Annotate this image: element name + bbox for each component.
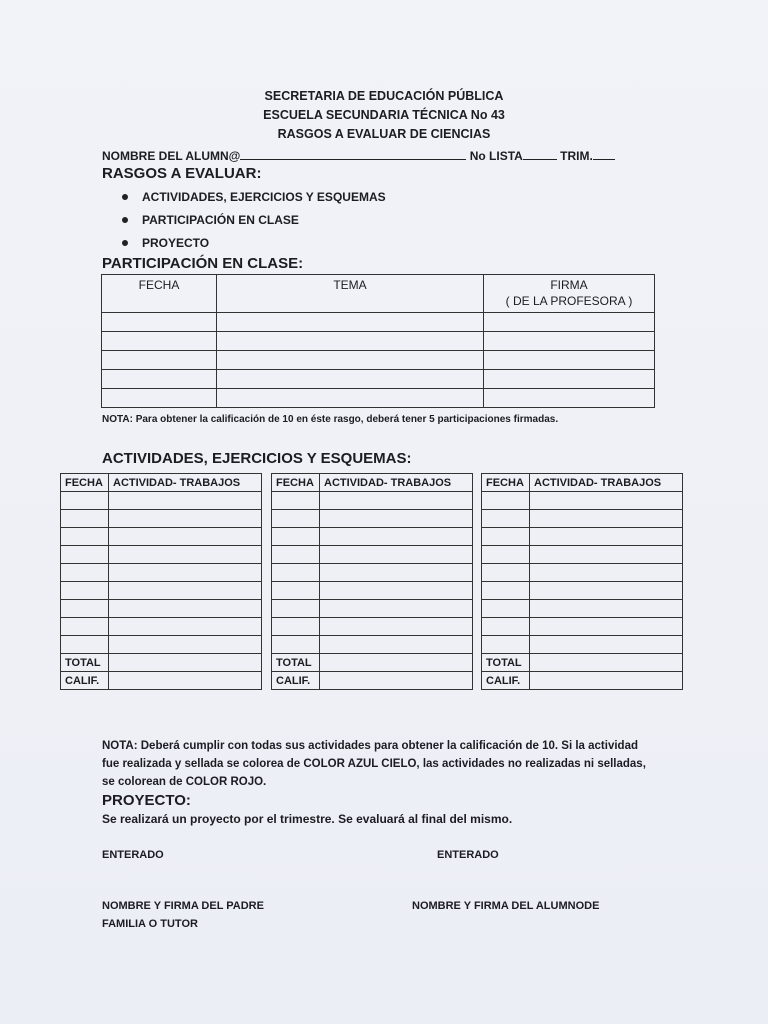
table-row xyxy=(272,546,473,564)
table-row xyxy=(102,389,655,408)
participacion-title: PARTICIPACIÓN EN CLASE: xyxy=(102,255,304,272)
table-row xyxy=(482,492,683,510)
calif-cell[interactable] xyxy=(109,672,262,690)
column-header-fecha: FECHA xyxy=(102,275,217,313)
table-cell[interactable] xyxy=(482,600,530,618)
signature-right-line-1: NOMBRE Y FIRMA DEL ALUMNODE xyxy=(412,900,600,912)
total-row xyxy=(61,654,262,672)
table-cell[interactable] xyxy=(320,546,473,564)
table-row xyxy=(482,510,683,528)
bullet-icon xyxy=(122,217,128,223)
table-cell[interactable] xyxy=(102,313,217,332)
student-name-label: NOMBRE DEL ALUMN@ xyxy=(102,149,241,163)
table-cell[interactable] xyxy=(320,618,473,636)
table-cell[interactable] xyxy=(217,332,484,351)
total-cell[interactable] xyxy=(530,654,683,672)
table-cell[interactable] xyxy=(109,492,262,510)
table-cell[interactable] xyxy=(272,528,320,546)
proyecto-text: Se realizará un proyecto por el trimestre. Se evaluará al final del mismo. xyxy=(102,812,513,826)
actividades-title: ACTIVIDADES, EJERCICIOS Y ESQUEMAS: xyxy=(102,450,412,467)
column-header-actividad: ACTIVIDAD- TRABAJOS xyxy=(109,474,262,492)
table-cell[interactable] xyxy=(61,492,109,510)
calif-label: CALIF. xyxy=(61,672,109,690)
table-cell[interactable] xyxy=(482,492,530,510)
signature-left-line-1: NOMBRE Y FIRMA DEL PADRE xyxy=(102,900,264,912)
total-row xyxy=(272,654,473,672)
table-cell[interactable] xyxy=(217,389,484,408)
total-row xyxy=(482,654,683,672)
table-cell[interactable] xyxy=(61,582,109,600)
table-row xyxy=(272,582,473,600)
table-cell[interactable] xyxy=(61,528,109,546)
table-cell[interactable] xyxy=(530,546,683,564)
table-cell[interactable] xyxy=(217,351,484,370)
column-header-firma xyxy=(484,275,655,313)
table-cell[interactable] xyxy=(109,528,262,546)
total-cell[interactable] xyxy=(109,654,262,672)
table-cell[interactable] xyxy=(61,546,109,564)
table-cell[interactable] xyxy=(109,582,262,600)
note-line-3: se colorean de COLOR ROJO. xyxy=(102,776,267,788)
table-row xyxy=(482,600,683,618)
column-header-fecha: FECHA xyxy=(482,474,530,492)
column-header-tema: TEMA xyxy=(217,275,484,313)
table-cell[interactable] xyxy=(272,618,320,636)
table-row xyxy=(272,564,473,582)
total-label: TOTAL xyxy=(482,654,530,672)
table-cell[interactable] xyxy=(320,510,473,528)
table-row xyxy=(482,636,683,654)
table-header-row xyxy=(102,275,655,313)
table-cell[interactable] xyxy=(482,582,530,600)
column-header-actividad: ACTIVIDAD- TRABAJOS xyxy=(530,474,683,492)
table-header-row xyxy=(482,474,683,492)
header-line-1: SECRETARIA DE EDUCACIÓN PÚBLICA xyxy=(264,89,504,103)
participacion-note: NOTA: Para obtener la calificación de 10 en éste rasgo, deberá tener 5 participaciones firmadas. xyxy=(102,414,559,425)
table-cell[interactable] xyxy=(102,370,217,389)
table-row xyxy=(102,370,655,389)
table-cell[interactable] xyxy=(272,492,320,510)
table-cell[interactable] xyxy=(61,600,109,618)
table-cell[interactable] xyxy=(484,389,655,408)
participacion-table xyxy=(101,274,655,408)
table-row xyxy=(61,564,262,582)
table-row xyxy=(61,582,262,600)
header-line-3: RASGOS A EVALUAR DE CIENCIAS xyxy=(277,127,491,141)
note-line-1: NOTA: Deberá cumplir con todas sus actividades para obtener la calificación de 10. Si la actividad xyxy=(102,740,638,752)
proyecto-title: PROYECTO: xyxy=(102,792,191,809)
trimester-blank[interactable] xyxy=(593,148,615,160)
student-name-blank[interactable] xyxy=(240,148,466,160)
list-item-label: PROYECTO xyxy=(142,236,210,250)
table-header-row xyxy=(272,474,473,492)
table-row xyxy=(482,564,683,582)
rasgos-title: RASGOS A EVALUAR: xyxy=(102,165,262,182)
table-cell[interactable] xyxy=(109,636,262,654)
table-row xyxy=(61,528,262,546)
table-row xyxy=(272,636,473,654)
firma-label: FIRMA xyxy=(550,278,588,292)
table-row xyxy=(482,546,683,564)
table-cell[interactable] xyxy=(482,618,530,636)
trimester-label: TRIM. xyxy=(560,149,593,163)
student-info-line xyxy=(102,148,615,163)
table-row xyxy=(61,492,262,510)
actividades-note xyxy=(102,737,646,791)
table-cell[interactable] xyxy=(272,546,320,564)
table-cell[interactable] xyxy=(482,528,530,546)
signature-left-line-2: FAMILIA O TUTOR xyxy=(102,918,198,930)
table-cell[interactable] xyxy=(109,618,262,636)
table-cell[interactable] xyxy=(482,564,530,582)
table-row xyxy=(272,492,473,510)
table-cell[interactable] xyxy=(530,528,683,546)
header-line-2: ESCUELA SECUNDARIA TÉCNICA No 43 xyxy=(263,108,505,122)
table-row xyxy=(272,600,473,618)
list-item-label: PARTICIPACIÓN EN CLASE xyxy=(142,213,299,227)
table-row xyxy=(61,600,262,618)
table-cell[interactable] xyxy=(272,582,320,600)
table-row xyxy=(61,636,262,654)
table-row xyxy=(61,546,262,564)
calif-row xyxy=(482,672,683,690)
table-cell[interactable] xyxy=(102,351,217,370)
column-header-fecha: FECHA xyxy=(272,474,320,492)
table-cell[interactable] xyxy=(530,510,683,528)
table-row xyxy=(482,618,683,636)
bullet-icon xyxy=(122,240,128,246)
table-row xyxy=(272,510,473,528)
table-cell[interactable] xyxy=(484,332,655,351)
table-cell[interactable] xyxy=(320,600,473,618)
list-number-label: No LISTA xyxy=(469,149,523,163)
table-row xyxy=(102,332,655,351)
table-cell[interactable] xyxy=(530,564,683,582)
enterado-right: ENTERADO xyxy=(437,849,499,861)
table-cell[interactable] xyxy=(484,370,655,389)
actividades-table-3 xyxy=(481,473,683,690)
table-cell[interactable] xyxy=(272,510,320,528)
table-cell[interactable] xyxy=(109,600,262,618)
table-cell[interactable] xyxy=(320,582,473,600)
calif-label: CALIF. xyxy=(482,672,530,690)
table-row xyxy=(102,313,655,332)
table-cell[interactable] xyxy=(272,564,320,582)
calif-row xyxy=(272,672,473,690)
table-cell[interactable] xyxy=(109,546,262,564)
table-cell[interactable] xyxy=(102,389,217,408)
list-item xyxy=(122,232,386,255)
table-cell[interactable] xyxy=(109,564,262,582)
table-cell[interactable] xyxy=(320,564,473,582)
table-row xyxy=(272,618,473,636)
table-row xyxy=(482,528,683,546)
total-label: TOTAL xyxy=(272,654,320,672)
table-cell[interactable] xyxy=(217,370,484,389)
table-cell[interactable] xyxy=(61,636,109,654)
bullet-icon xyxy=(122,194,128,200)
table-cell[interactable] xyxy=(484,313,655,332)
list-item xyxy=(122,209,386,232)
table-cell[interactable] xyxy=(482,546,530,564)
calif-label: CALIF. xyxy=(272,672,320,690)
table-row xyxy=(482,582,683,600)
table-cell[interactable] xyxy=(484,351,655,370)
enterado-left: ENTERADO xyxy=(102,849,164,861)
calif-row xyxy=(61,672,262,690)
table-cell[interactable] xyxy=(482,636,530,654)
list-item-label: ACTIVIDADES, EJERCICIOS Y ESQUEMAS xyxy=(142,190,386,204)
table-row xyxy=(61,510,262,528)
table-row xyxy=(102,351,655,370)
table-row xyxy=(61,618,262,636)
table-cell[interactable] xyxy=(272,636,320,654)
total-cell[interactable] xyxy=(320,654,473,672)
table-cell[interactable] xyxy=(61,564,109,582)
table-cell[interactable] xyxy=(320,492,473,510)
table-cell[interactable] xyxy=(530,492,683,510)
table-header-row xyxy=(61,474,262,492)
table-cell[interactable] xyxy=(272,600,320,618)
calif-cell[interactable] xyxy=(530,672,683,690)
firma-sublabel: ( DE LA PROFESORA ) xyxy=(505,294,633,308)
table-cell[interactable] xyxy=(61,510,109,528)
note-line-2: fue realizada y sellada se colorea de COLOR AZUL CIELO, las actividades no realizadas ni selladas, xyxy=(102,758,646,770)
table-cell[interactable] xyxy=(109,510,262,528)
table-cell[interactable] xyxy=(320,528,473,546)
table-cell[interactable] xyxy=(102,332,217,351)
table-cell[interactable] xyxy=(530,618,683,636)
actividades-table-1 xyxy=(60,473,262,690)
table-cell[interactable] xyxy=(530,582,683,600)
rasgos-list xyxy=(122,186,386,255)
column-header-fecha: FECHA xyxy=(61,474,109,492)
total-label: TOTAL xyxy=(61,654,109,672)
table-cell[interactable] xyxy=(482,510,530,528)
table-cell[interactable] xyxy=(320,636,473,654)
list-item xyxy=(122,186,386,209)
column-header-actividad: ACTIVIDAD- TRABAJOS xyxy=(320,474,473,492)
list-number-blank[interactable] xyxy=(523,148,557,160)
table-row xyxy=(272,528,473,546)
table-cell[interactable] xyxy=(530,600,683,618)
table-cell[interactable] xyxy=(530,636,683,654)
table-cell[interactable] xyxy=(217,313,484,332)
table-cell[interactable] xyxy=(61,618,109,636)
calif-cell[interactable] xyxy=(320,672,473,690)
actividades-table-2 xyxy=(271,473,473,690)
